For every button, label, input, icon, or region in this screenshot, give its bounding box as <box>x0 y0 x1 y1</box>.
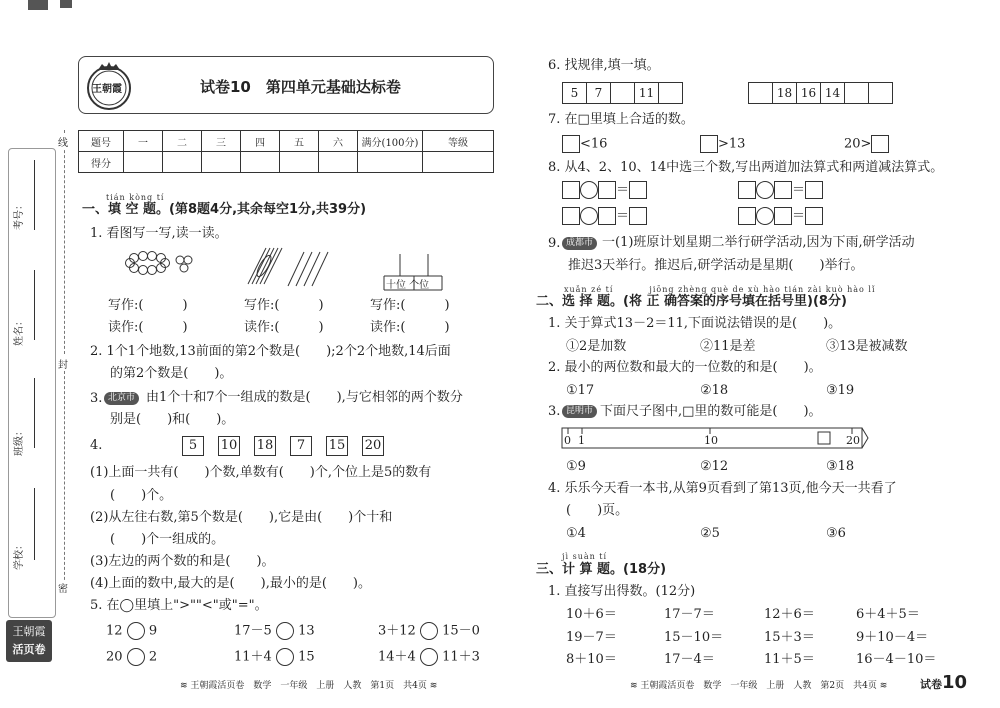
score-header-cell: 题号 <box>79 131 124 152</box>
q7-text: 7. 在□里填上合适的数。 <box>548 112 694 127</box>
score-cell: 得分 <box>79 152 124 173</box>
compare-circle[interactable] <box>276 622 294 640</box>
calc-item[interactable]: 6＋4＋5＝ <box>856 607 920 622</box>
sticks-figure <box>242 244 332 288</box>
q5-item <box>378 648 480 666</box>
calc-item[interactable]: 8＋10＝ <box>566 652 617 667</box>
calc-item[interactable]: 16－4－10＝ <box>856 652 937 667</box>
label-class: 班级： <box>14 426 25 456</box>
score-cell[interactable] <box>202 152 241 173</box>
calc-item[interactable]: 15－10＝ <box>664 630 724 645</box>
c1-text: 1. 关于算式13－2＝11,下面说法错误的是( )。 <box>548 316 842 331</box>
seq-cell: 14 <box>821 83 845 103</box>
logo-text: 王朝霞 <box>92 84 122 95</box>
q8-equation: ＝ <box>562 207 647 225</box>
q5-item <box>106 622 157 640</box>
q1-write-3[interactable]: 写作:( ) <box>370 298 450 313</box>
c1-option[interactable]: ③13是被减数 <box>826 339 908 354</box>
score-cell[interactable] <box>124 152 163 173</box>
c4-option[interactable]: ③6 <box>826 526 846 541</box>
score-table <box>78 130 494 173</box>
line-school <box>34 488 35 560</box>
q5-item <box>378 622 480 640</box>
q2-line1: 2. 1个1个地数,13前面的第2个数是( );2个2个地数,14后面 <box>90 344 451 359</box>
score-header-cell: 一 <box>124 131 163 152</box>
q6-sequence-2 <box>748 82 893 104</box>
answer-box[interactable] <box>562 181 580 199</box>
top-bar-left <box>28 0 48 10</box>
score-header-cell: 六 <box>319 131 358 152</box>
sec1-title: 一、填 空 题。(第8题4分,其余每空1分,共39分) <box>82 202 367 217</box>
q3-number: 3. <box>90 391 103 406</box>
sec1-pinyin: tián kòng tí <box>106 193 165 202</box>
answer-box[interactable] <box>805 181 823 199</box>
sec3-title: 三、计 算 题。(18分) <box>536 562 667 577</box>
ruler-label-0: 0 <box>564 434 571 447</box>
q7-item <box>844 135 889 153</box>
answer-box[interactable] <box>700 135 718 153</box>
q8-text: 8. 从4、2、10、14中选三个数,写出两道加法算式和两道减法算式。 <box>548 160 944 175</box>
q5-left: 14＋4 <box>378 649 416 665</box>
answer-box[interactable] <box>598 207 616 225</box>
c2-option[interactable]: ①17 <box>566 383 595 398</box>
seq-cell-blank[interactable] <box>869 83 892 103</box>
score-cell[interactable] <box>423 152 494 173</box>
label-name: 姓名： <box>14 316 25 346</box>
label-exam-no: 考号： <box>14 200 25 230</box>
c3-text: 下面尺子图中,□里的数可能是( )。 <box>600 404 822 419</box>
line-exam-no <box>34 160 35 230</box>
ruler-label-1: 1 <box>578 434 585 447</box>
q7-item <box>562 135 607 153</box>
calc-item[interactable]: 15＋3＝ <box>764 630 815 645</box>
answer-box[interactable] <box>871 135 889 153</box>
q1-write-2[interactable]: 写作:( ) <box>244 298 324 313</box>
score-header-cell: 四 <box>241 131 280 152</box>
compare-circle[interactable] <box>127 648 145 666</box>
answer-box[interactable] <box>738 207 756 225</box>
q5-left: 3＋12 <box>378 623 416 639</box>
q9-line1: 一(1)班原计划星期二举行研学活动,因为下雨,研学活动 <box>602 235 915 250</box>
q6-text: 6. 找规律,填一填。 <box>548 58 660 73</box>
score-cell[interactable] <box>163 152 202 173</box>
q2-line2: 的第2个数是( )。 <box>110 366 233 381</box>
q5-right: 9 <box>148 623 158 639</box>
c4-option[interactable]: ①4 <box>566 526 586 541</box>
q3-region-badge: 北京市 <box>104 392 139 405</box>
score-header-cell: 二 <box>163 131 202 152</box>
c3-region-badge: 昆明市 <box>562 405 597 418</box>
compare-circle[interactable] <box>276 648 294 666</box>
q5-right: 11＋3 <box>442 649 480 665</box>
line-name <box>34 270 35 340</box>
q7-expr: <16 <box>580 136 608 152</box>
c4-line2: ( )页。 <box>566 503 629 518</box>
calc-item[interactable]: 19－7＝ <box>566 630 617 645</box>
c3-option[interactable]: ②12 <box>700 459 729 474</box>
q4-2-line2: ( )个一组成的。 <box>110 532 225 547</box>
q5-item <box>234 622 315 640</box>
score-cell[interactable] <box>280 152 319 173</box>
answer-box[interactable] <box>562 135 580 153</box>
calc-item[interactable]: 10＋6＝ <box>566 607 617 622</box>
q5-left: 12 <box>106 623 123 639</box>
q1-read-1[interactable]: 读作:( ) <box>108 320 188 335</box>
q5-item <box>106 648 157 666</box>
ruler-label-20: 20 <box>846 434 860 447</box>
answer-box[interactable] <box>629 207 647 225</box>
q8-equation: ＝ <box>738 181 823 199</box>
ruler-unknown-box[interactable] <box>818 432 830 444</box>
score-header-cell: 三 <box>202 131 241 152</box>
answer-box[interactable] <box>805 207 823 225</box>
answer-box[interactable] <box>629 181 647 199</box>
c3-option[interactable]: ③18 <box>826 459 855 474</box>
seq-cell: 7 <box>587 83 611 103</box>
q8-equation: ＝ <box>562 181 647 199</box>
binding-mark-bottom: 密 <box>58 580 68 595</box>
c1-option[interactable]: ②11是差 <box>700 339 756 354</box>
q8-equation: ＝ <box>738 207 823 225</box>
compare-circle[interactable] <box>127 622 145 640</box>
q7-expr: >13 <box>718 136 746 152</box>
q5-left: 20 <box>106 649 123 665</box>
label-school: 学校： <box>14 540 25 570</box>
c4-line1: 4. 乐乐今天看一本书,从第9页看到了第13页,他今天一共看了 <box>548 481 897 496</box>
score-header-cell: 等级 <box>423 131 494 152</box>
q6-sequence-1 <box>562 82 683 104</box>
answer-box[interactable] <box>562 207 580 225</box>
q4-number-card: 18 <box>254 436 276 456</box>
seq-cell-blank[interactable] <box>659 83 682 103</box>
seq-cell-blank[interactable] <box>611 83 635 103</box>
operator-circle[interactable] <box>756 207 774 225</box>
q4-number-card: 5 <box>182 436 204 456</box>
q5-right: 13 <box>298 623 315 639</box>
seq-cell: 5 <box>563 83 587 103</box>
q5-item <box>234 648 315 666</box>
answer-box[interactable] <box>774 181 792 199</box>
k1-text: 1. 直接写出得数。(12分) <box>548 584 696 599</box>
q4-1-line1: (1)上面一共有( )个数,单数有( )个,个位上是5的数有 <box>90 465 432 480</box>
seq-cell: 11 <box>635 83 659 103</box>
corner-number: 10 <box>942 672 968 693</box>
c2-option[interactable]: ②18 <box>700 383 729 398</box>
q4-number: 4. <box>90 438 103 453</box>
q5-right: 15－0 <box>442 623 480 639</box>
score-cell[interactable] <box>319 152 358 173</box>
c1-option[interactable]: ①2是加数 <box>566 339 627 354</box>
calc-item[interactable]: 11＋5＝ <box>764 652 815 667</box>
brand-line1: 王朝霞 <box>12 625 46 638</box>
corner-text: 试卷 <box>920 678 942 691</box>
compare-circle[interactable] <box>420 622 438 640</box>
operator-circle[interactable] <box>580 207 598 225</box>
q5-left: 11＋4 <box>234 649 272 665</box>
q4-3: (3)左边的两个数的和是( )。 <box>90 554 275 569</box>
operator-circle[interactable] <box>756 181 774 199</box>
q9-number: 9. <box>548 236 561 251</box>
q5-left: 17－5 <box>234 623 272 639</box>
c3-number: 3. <box>548 404 561 419</box>
q7-expr: 20> <box>844 136 872 152</box>
sec3-pinyin: jì suàn tí <box>562 552 608 561</box>
corner-label <box>920 672 967 693</box>
brand-line2: 活页卷 <box>12 643 46 656</box>
q4-number-card: 7 <box>290 436 312 456</box>
answer-box[interactable] <box>598 181 616 199</box>
seq-cell: 18 <box>773 83 797 103</box>
q4-number-card: 10 <box>218 436 240 456</box>
sec2-title: 二、选 择 题。(将 正 确答案的序号填在括号里)(8分) <box>536 294 847 309</box>
q1-read-3[interactable]: 读作:( ) <box>370 320 450 335</box>
q3-line1: 由1个十和7个一组成的数是( ),与它相邻的两个数分 <box>146 390 463 405</box>
q1-read-2[interactable]: 读作:( ) <box>244 320 324 335</box>
q9-line2: 推迟3天举行。推迟后,研学活动是星期( )举行。 <box>568 258 864 273</box>
score-cell[interactable] <box>241 152 280 173</box>
page-footer-right: ≋ 王朝霞活页卷 数学 一年级 上册 人教 第2页 共4页 ≋ <box>630 681 888 691</box>
top-bar-left2 <box>60 0 72 8</box>
q4-number-card: 15 <box>326 436 348 456</box>
operator-circle[interactable] <box>580 181 598 199</box>
q7-item <box>700 135 745 153</box>
q5-right: 2 <box>148 649 158 665</box>
seq-cell-blank[interactable] <box>749 83 773 103</box>
q1-text: 1. 看图写一写,读一读。 <box>90 226 228 241</box>
score-header-cell: 五 <box>280 131 319 152</box>
q4-4: (4)上面的数中,最大的是( ),最小的是( )。 <box>90 576 371 591</box>
beads-figure <box>124 248 204 284</box>
sec2-pinyin: xuǎn zé tí jiōng zhèng què de xù hào tián zài kuò hào lǐ <box>564 285 876 294</box>
answer-box[interactable] <box>738 181 756 199</box>
page-footer-left: ≋ 王朝霞活页卷 数学 一年级 上册 人教 第1页 共4页 ≋ <box>180 681 438 691</box>
calc-item[interactable]: 17－4＝ <box>664 652 715 667</box>
q4-1-line2: ( )个。 <box>110 488 173 503</box>
q5-text: 5. 在◯里填上">""<"或"="。 <box>90 598 268 613</box>
answer-box[interactable] <box>774 207 792 225</box>
page-title: 试卷10 第四单元基础达标卷 <box>200 78 401 96</box>
score-cell[interactable] <box>358 152 423 173</box>
binding-mark-mid: 封 <box>58 356 68 371</box>
brand-badge <box>6 620 52 662</box>
binding-mark-top: 线 <box>58 134 68 149</box>
c3-option[interactable]: ①9 <box>566 459 586 474</box>
q4-number-card: 20 <box>362 436 384 456</box>
abacus-labels: 十位 个位 <box>386 280 430 291</box>
seq-cell: 16 <box>797 83 821 103</box>
q3-line2: 别是( )和( )。 <box>110 412 235 427</box>
calc-item[interactable]: 17－7＝ <box>664 607 715 622</box>
q1-write-1[interactable]: 写作:( ) <box>108 298 188 313</box>
q5-right: 15 <box>298 649 315 665</box>
c2-text: 2. 最小的两位数和最大的一位数的和是( )。 <box>548 360 822 375</box>
line-class <box>34 378 35 448</box>
score-header-cell: 满分(100分) <box>358 131 423 152</box>
seq-cell-blank[interactable] <box>845 83 869 103</box>
ruler-label-10: 10 <box>704 434 718 447</box>
q4-2-line1: (2)从左往右数,第5个数是( ),它是由( )个十和 <box>90 510 393 525</box>
compare-circle[interactable] <box>420 648 438 666</box>
c4-option[interactable]: ②5 <box>700 526 720 541</box>
calc-item[interactable]: 9＋10－4＝ <box>856 630 929 645</box>
c2-option[interactable]: ③19 <box>826 383 855 398</box>
q9-region-badge: 成都市 <box>562 237 597 250</box>
calc-item[interactable]: 12＋6＝ <box>764 607 815 622</box>
